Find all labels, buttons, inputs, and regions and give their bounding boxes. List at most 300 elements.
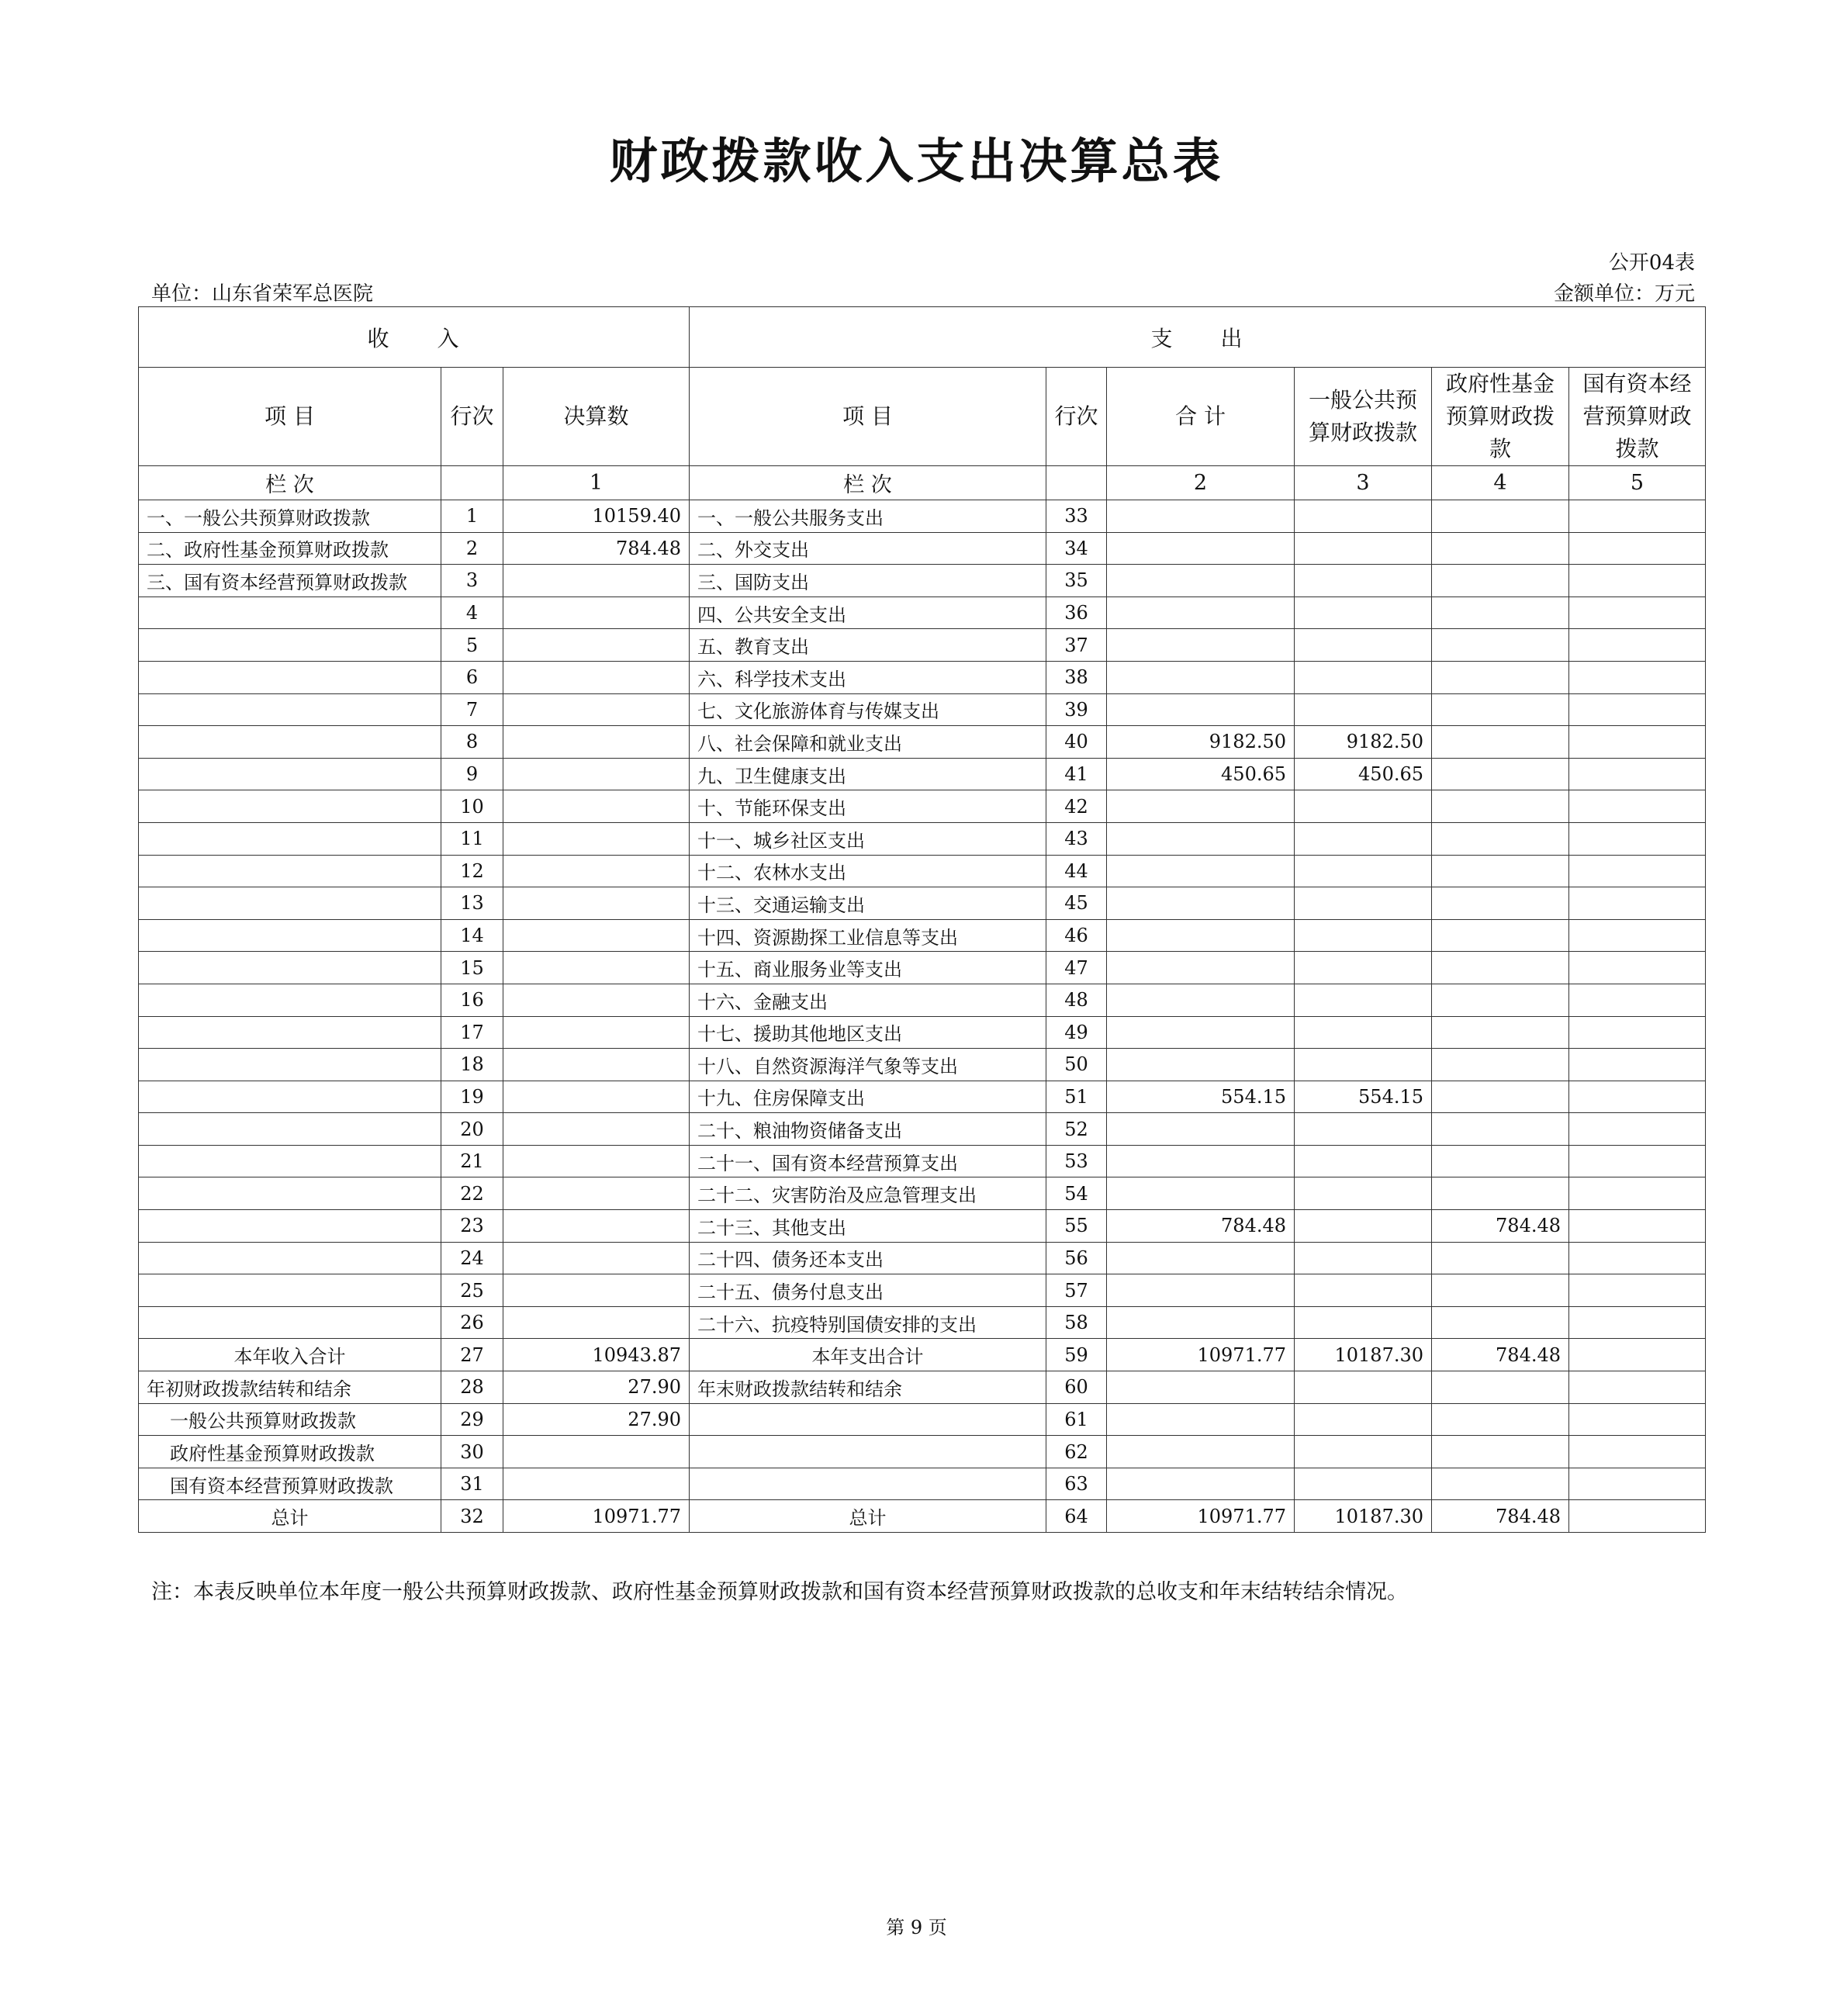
income-item [139, 1016, 441, 1049]
expense-total [1107, 1436, 1295, 1468]
expense-item: 二十一、国有资本经营预算支出 [690, 1145, 1046, 1177]
gov-fund-header: 政府性基金预算财政拨款 [1432, 368, 1569, 466]
income-item [139, 1081, 441, 1113]
income-amount: 10159.40 [503, 500, 690, 533]
expense-item: 一、一般公共服务支出 [690, 500, 1046, 533]
state-capital-amount [1569, 1081, 1706, 1113]
income-item [139, 1113, 441, 1146]
table-row [139, 597, 1706, 629]
income-item: 总计 [139, 1500, 441, 1533]
income-row-no: 10 [441, 790, 503, 823]
expense-item: 年末财政拨款结转和结余 [690, 1371, 1046, 1404]
income-item [139, 1306, 441, 1339]
expense-total [1107, 565, 1295, 597]
general-public-amount [1295, 919, 1432, 952]
income-item: 年初财政拨款结转和结余 [139, 1371, 441, 1404]
expense-row-no: 49 [1046, 1016, 1107, 1049]
state-capital-amount [1569, 1242, 1706, 1274]
expense-item: 二十二、灾害防治及应急管理支出 [690, 1177, 1046, 1210]
gov-fund-amount [1432, 1274, 1569, 1307]
table-row [139, 887, 1706, 920]
general-public-amount [1295, 887, 1432, 920]
expense-total [1107, 1049, 1295, 1081]
table-row [139, 1468, 1706, 1500]
expense-item: 总计 [690, 1500, 1046, 1533]
table-row [139, 1049, 1706, 1081]
expense-total [1107, 1274, 1295, 1307]
general-public-amount [1295, 532, 1432, 565]
income-row-no: 25 [441, 1274, 503, 1307]
expense-row-no: 53 [1046, 1145, 1107, 1177]
expense-item: 四、公共安全支出 [690, 597, 1046, 629]
income-item [139, 758, 441, 790]
income-amount [503, 565, 690, 597]
income-row-no: 13 [441, 887, 503, 920]
table-row [139, 726, 1706, 759]
expense-row-no: 48 [1046, 984, 1107, 1016]
state-capital-amount [1569, 1371, 1706, 1404]
page-title: 财政拨款收入支出决算总表 [609, 133, 1224, 189]
expense-total [1107, 1016, 1295, 1049]
income-row-no: 20 [441, 1113, 503, 1146]
income-item [139, 629, 441, 662]
state-capital-amount [1569, 1306, 1706, 1339]
expense-row-no: 46 [1046, 919, 1107, 952]
general-public-amount [1295, 1403, 1432, 1436]
income-row-no: 5 [441, 629, 503, 662]
final-amount-header: 决算数 [503, 368, 690, 466]
table-row [139, 1274, 1706, 1307]
column-number-row [139, 466, 1706, 500]
expense-row-no: 43 [1046, 822, 1107, 855]
income-amount [503, 919, 690, 952]
expense-row-no: 60 [1046, 1371, 1107, 1404]
general-public-amount [1295, 1049, 1432, 1081]
general-public-amount: 10187.30 [1295, 1339, 1432, 1371]
table-row [139, 919, 1706, 952]
expense-item: 七、文化旅游体育与传媒支出 [690, 693, 1046, 726]
expense-total [1107, 887, 1295, 920]
income-row-no: 7 [441, 693, 503, 726]
expense-row-no: 59 [1046, 1339, 1107, 1371]
income-amount [503, 887, 690, 920]
state-capital-amount [1569, 1339, 1706, 1371]
gov-fund-amount [1432, 693, 1569, 726]
income-amount [503, 822, 690, 855]
income-amount [503, 1242, 690, 1274]
expense-total: 10971.77 [1107, 1339, 1295, 1371]
expense-total: 554.15 [1107, 1081, 1295, 1113]
state-capital-amount [1569, 726, 1706, 759]
expense-item: 二十四、债务还本支出 [690, 1242, 1046, 1274]
income-item: 一、一般公共预算财政拨款 [139, 500, 441, 533]
expense-total [1107, 500, 1295, 533]
expense-item: 六、科学技术支出 [690, 661, 1046, 693]
expense-row-no: 61 [1046, 1403, 1107, 1436]
section-header-row [139, 307, 1706, 368]
expense-item: 二十六、抗疫特别国债安排的支出 [690, 1306, 1046, 1339]
general-public-amount [1295, 1113, 1432, 1146]
income-amount [503, 693, 690, 726]
expense-total [1107, 984, 1295, 1016]
expense-row-no: 47 [1046, 952, 1107, 984]
expense-item: 二十五、债务付息支出 [690, 1274, 1046, 1307]
income-row-no: 30 [441, 1436, 503, 1468]
income-item [139, 855, 441, 887]
income-item [139, 726, 441, 759]
expense-item: 十四、资源勘探工业信息等支出 [690, 919, 1046, 952]
general-public-amount [1295, 661, 1432, 693]
income-amount [503, 1210, 690, 1243]
expense-total [1107, 952, 1295, 984]
general-public-amount [1295, 984, 1432, 1016]
general-public-amount [1295, 1436, 1432, 1468]
state-capital-amount [1569, 597, 1706, 629]
expense-row-no: 57 [1046, 1274, 1107, 1307]
budget-table [138, 306, 1706, 1533]
table-row [139, 661, 1706, 693]
table-row [139, 1371, 1706, 1404]
gov-fund-amount [1432, 790, 1569, 823]
expense-item: 十九、住房保障支出 [690, 1081, 1046, 1113]
general-public-amount [1295, 1210, 1432, 1243]
expense-total [1107, 1113, 1295, 1146]
income-item [139, 952, 441, 984]
income-row-no: 17 [441, 1016, 503, 1049]
income-amount: 27.90 [503, 1403, 690, 1436]
income-item [139, 693, 441, 726]
income-amount [503, 1081, 690, 1113]
income-row-no: 26 [441, 1306, 503, 1339]
income-row-no: 11 [441, 822, 503, 855]
gov-fund-amount: 784.48 [1432, 1500, 1569, 1533]
income-amount: 784.48 [503, 532, 690, 565]
expense-item [690, 1468, 1046, 1500]
income-amount [503, 1113, 690, 1146]
expense-row-no: 44 [1046, 855, 1107, 887]
state-capital-amount [1569, 1468, 1706, 1500]
state-capital-amount [1569, 790, 1706, 823]
gov-fund-amount: 784.48 [1432, 1339, 1569, 1371]
income-row-no: 28 [441, 1371, 503, 1404]
expense-item [690, 1403, 1046, 1436]
income-item: 二、政府性基金预算财政拨款 [139, 532, 441, 565]
state-capital-amount [1569, 1145, 1706, 1177]
general-public-amount [1295, 693, 1432, 726]
expense-item: 八、社会保障和就业支出 [690, 726, 1046, 759]
gov-fund-amount [1432, 1468, 1569, 1500]
expense-total [1107, 1145, 1295, 1177]
general-public-amount: 10187.30 [1295, 1500, 1432, 1533]
state-capital-amount [1569, 500, 1706, 533]
general-public-amount [1295, 565, 1432, 597]
income-row-no: 3 [441, 565, 503, 597]
column-number-5: 5 [1569, 466, 1706, 500]
state-capital-amount [1569, 1113, 1706, 1146]
expense-item: 十三、交通运输支出 [690, 887, 1046, 920]
general-public-amount [1295, 952, 1432, 984]
table-row [139, 984, 1706, 1016]
state-capital-amount [1569, 1016, 1706, 1049]
expense-total [1107, 790, 1295, 823]
state-capital-amount [1569, 1403, 1706, 1436]
column-number-4: 4 [1432, 466, 1569, 500]
state-capital-amount [1569, 1274, 1706, 1307]
income-item [139, 1049, 441, 1081]
income-header: 收 入 [139, 307, 690, 368]
state-capital-amount [1569, 532, 1706, 565]
income-row-no: 16 [441, 984, 503, 1016]
table-row [139, 693, 1706, 726]
money-unit: 金额单位：万元 [1553, 282, 1695, 306]
expense-total: 784.48 [1107, 1210, 1295, 1243]
income-row-no: 4 [441, 597, 503, 629]
expense-row-no: 35 [1046, 565, 1107, 597]
expense-row-no: 58 [1046, 1306, 1107, 1339]
expense-total [1107, 693, 1295, 726]
state-capital-amount [1569, 1500, 1706, 1533]
general-public-amount: 9182.50 [1295, 726, 1432, 759]
table-row [139, 1436, 1706, 1468]
income-item [139, 1242, 441, 1274]
gov-fund-amount [1432, 1113, 1569, 1146]
expense-row-no: 40 [1046, 726, 1107, 759]
income-row-no: 14 [441, 919, 503, 952]
income-amount [503, 1177, 690, 1210]
state-capital-amount [1569, 855, 1706, 887]
income-item [139, 1210, 441, 1243]
income-column-no-blank [441, 466, 503, 500]
general-public-amount [1295, 597, 1432, 629]
income-item [139, 984, 441, 1016]
income-row-no: 2 [441, 532, 503, 565]
income-amount [503, 1016, 690, 1049]
column-number-3: 3 [1295, 466, 1432, 500]
state-capital-amount [1569, 661, 1706, 693]
income-amount [503, 1145, 690, 1177]
state-capital-amount [1569, 693, 1706, 726]
gov-fund-amount [1432, 1436, 1569, 1468]
expense-total [1107, 532, 1295, 565]
expense-row-no: 38 [1046, 661, 1107, 693]
page-number: 第 9 页 [886, 1917, 947, 1938]
gov-fund-amount [1432, 1016, 1569, 1049]
general-public-amount [1295, 1371, 1432, 1404]
income-row-no: 12 [441, 855, 503, 887]
income-row-no: 23 [441, 1210, 503, 1243]
income-amount [503, 629, 690, 662]
expense-row-no: 33 [1046, 500, 1107, 533]
income-amount [503, 726, 690, 759]
table-row [139, 532, 1706, 565]
expense-row-no: 63 [1046, 1468, 1107, 1500]
expense-total [1107, 661, 1295, 693]
expense-item: 三、国防支出 [690, 565, 1046, 597]
general-public-header: 一般公共预算财政拨款 [1295, 368, 1432, 466]
income-amount [503, 855, 690, 887]
table-row [139, 758, 1706, 790]
gov-fund-amount [1432, 726, 1569, 759]
gov-fund-amount [1432, 758, 1569, 790]
table-row [139, 1081, 1706, 1113]
gov-fund-amount [1432, 1242, 1569, 1274]
income-column-label: 栏 次 [139, 466, 441, 500]
general-public-amount [1295, 500, 1432, 533]
expense-column-no-blank [1046, 466, 1107, 500]
expense-row-no: 55 [1046, 1210, 1107, 1243]
general-public-amount [1295, 855, 1432, 887]
income-amount [503, 661, 690, 693]
income-row-no: 8 [441, 726, 503, 759]
expense-header: 支 出 [690, 307, 1706, 368]
state-capital-amount [1569, 565, 1706, 597]
income-item: 国有资本经营预算财政拨款 [139, 1468, 441, 1500]
expense-total: 450.65 [1107, 758, 1295, 790]
income-item [139, 1145, 441, 1177]
expense-item: 本年支出合计 [690, 1339, 1046, 1371]
gov-fund-amount [1432, 1145, 1569, 1177]
table-row [139, 790, 1706, 823]
state-capital-amount [1569, 919, 1706, 952]
income-row-no-header: 行次 [441, 368, 503, 466]
expense-item: 二十、粮油物资储备支出 [690, 1113, 1046, 1146]
general-public-amount [1295, 822, 1432, 855]
general-public-amount [1295, 1145, 1432, 1177]
total-header: 合 计 [1107, 368, 1295, 466]
income-amount [503, 1306, 690, 1339]
expense-total [1107, 1242, 1295, 1274]
table-row [139, 1210, 1706, 1243]
expense-item: 十五、商业服务业等支出 [690, 952, 1046, 984]
expense-total [1107, 629, 1295, 662]
expense-row-no: 50 [1046, 1049, 1107, 1081]
income-amount [503, 984, 690, 1016]
income-item [139, 887, 441, 920]
expense-total: 10971.77 [1107, 1500, 1295, 1533]
income-item [139, 597, 441, 629]
income-item [139, 919, 441, 952]
income-item: 一般公共预算财政拨款 [139, 1403, 441, 1436]
expense-total [1107, 822, 1295, 855]
expense-row-no: 62 [1046, 1436, 1107, 1468]
income-item [139, 822, 441, 855]
income-amount: 27.90 [503, 1371, 690, 1404]
expense-item: 十、节能环保支出 [690, 790, 1046, 823]
income-item [139, 661, 441, 693]
expense-column-label: 栏 次 [690, 466, 1046, 500]
table-row [139, 1177, 1706, 1210]
expense-item: 十一、城乡社区支出 [690, 822, 1046, 855]
income-row-no: 19 [441, 1081, 503, 1113]
table-row [139, 565, 1706, 597]
table-row [139, 629, 1706, 662]
expense-item: 二十三、其他支出 [690, 1210, 1046, 1243]
gov-fund-amount [1432, 1403, 1569, 1436]
income-amount: 10971.77 [503, 1500, 690, 1533]
gov-fund-amount [1432, 855, 1569, 887]
state-capital-amount [1569, 887, 1706, 920]
state-capital-amount [1569, 1049, 1706, 1081]
income-item [139, 790, 441, 823]
gov-fund-amount [1432, 1177, 1569, 1210]
expense-item: 十八、自然资源海洋气象等支出 [690, 1049, 1046, 1081]
income-row-no: 32 [441, 1500, 503, 1533]
column-header-row [139, 368, 1706, 466]
state-capital-amount [1569, 629, 1706, 662]
income-row-no: 18 [441, 1049, 503, 1081]
expense-item: 十二、农林水支出 [690, 855, 1046, 887]
expense-item: 五、教育支出 [690, 629, 1046, 662]
gov-fund-amount [1432, 984, 1569, 1016]
general-public-amount [1295, 790, 1432, 823]
table-row [139, 1145, 1706, 1177]
expense-row-no: 52 [1046, 1113, 1107, 1146]
income-amount [503, 790, 690, 823]
state-capital-amount [1569, 758, 1706, 790]
expense-row-no: 45 [1046, 887, 1107, 920]
general-public-amount [1295, 1274, 1432, 1307]
income-amount [503, 1436, 690, 1468]
income-row-no: 27 [441, 1339, 503, 1371]
state-capital-amount [1569, 1436, 1706, 1468]
income-row-no: 6 [441, 661, 503, 693]
expense-total [1107, 855, 1295, 887]
state-capital-header: 国有资本经营预算财政拨款 [1569, 368, 1706, 466]
state-capital-amount [1569, 1210, 1706, 1243]
table-row [139, 1016, 1706, 1049]
state-capital-amount [1569, 1177, 1706, 1210]
expense-row-no: 36 [1046, 597, 1107, 629]
table-note: 注：本表反映单位本年度一般公共预算财政拨款、政府性基金预算财政拨款和国有资本经营预算财政拨款的总收支和年末结转结余情况。 [151, 1580, 1408, 1604]
table-row [139, 952, 1706, 984]
form-number: 公开04表 [1608, 251, 1695, 275]
gov-fund-amount [1432, 661, 1569, 693]
expense-row-no: 56 [1046, 1242, 1107, 1274]
general-public-amount [1295, 1177, 1432, 1210]
income-row-no: 15 [441, 952, 503, 984]
organization-unit: 单位：山东省荣军总医院 [151, 282, 374, 306]
general-public-amount [1295, 1468, 1432, 1500]
income-row-no: 29 [441, 1403, 503, 1436]
table-row [139, 1500, 1706, 1533]
income-item: 政府性基金预算财政拨款 [139, 1436, 441, 1468]
gov-fund-amount [1432, 822, 1569, 855]
gov-fund-amount [1432, 565, 1569, 597]
table-row [139, 1339, 1706, 1371]
income-item [139, 1177, 441, 1210]
expense-total [1107, 1468, 1295, 1500]
income-item [139, 1274, 441, 1307]
expense-total [1107, 1177, 1295, 1210]
column-number-1: 1 [503, 466, 690, 500]
income-amount [503, 1468, 690, 1500]
expense-total [1107, 1371, 1295, 1404]
expense-item-header: 项 目 [690, 368, 1046, 466]
general-public-amount: 554.15 [1295, 1081, 1432, 1113]
income-row-no: 9 [441, 758, 503, 790]
expense-total: 9182.50 [1107, 726, 1295, 759]
expense-total [1107, 597, 1295, 629]
expense-row-no-header: 行次 [1046, 368, 1107, 466]
state-capital-amount [1569, 952, 1706, 984]
expense-row-no: 64 [1046, 1500, 1107, 1533]
gov-fund-amount [1432, 532, 1569, 565]
expense-row-no: 34 [1046, 532, 1107, 565]
income-row-no: 21 [441, 1145, 503, 1177]
table-row [139, 1403, 1706, 1436]
general-public-amount: 450.65 [1295, 758, 1432, 790]
table-row [139, 1306, 1706, 1339]
